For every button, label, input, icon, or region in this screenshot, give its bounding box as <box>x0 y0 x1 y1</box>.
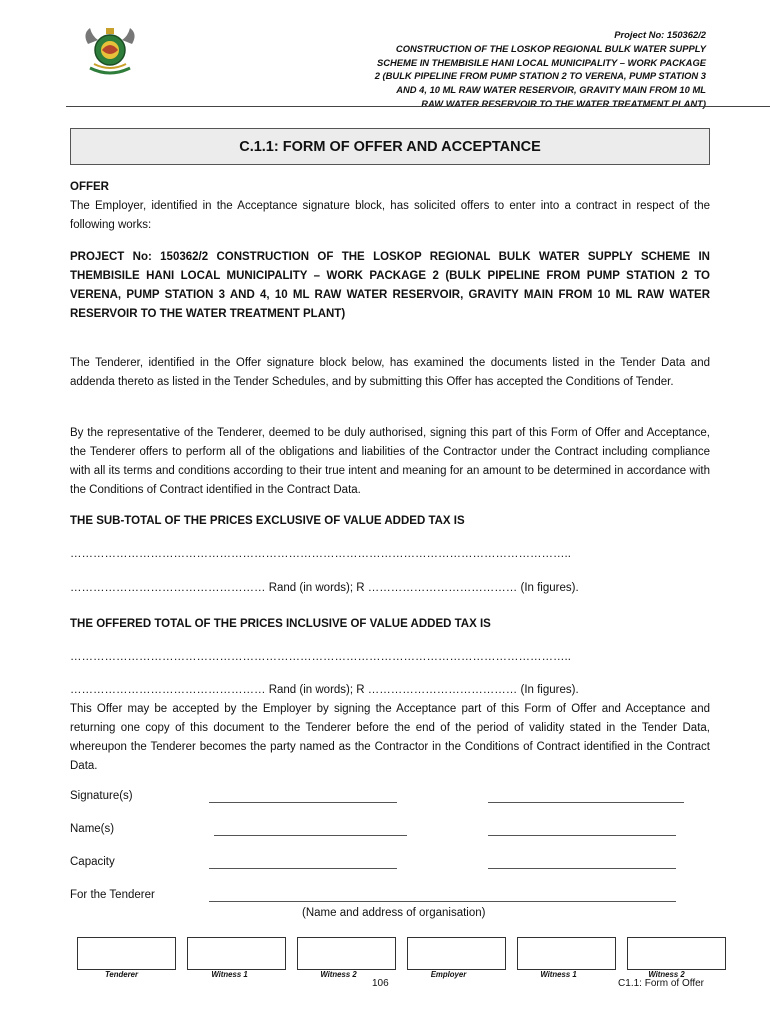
in-figures-label: (In figures). <box>520 582 579 594</box>
header-line: RAW WATER RESERVOIR TO THE WATER TREATMENT PLANT) <box>421 97 706 109</box>
total-rand-line <box>70 684 579 696</box>
tenderer-signature-field[interactable] <box>209 802 397 803</box>
page-number: 106 <box>372 978 389 989</box>
initial-box-witness-2[interactable] <box>297 937 396 970</box>
initial-box-employer-witness-2[interactable] <box>627 937 726 970</box>
organisation-field[interactable] <box>209 901 676 902</box>
capacity-label: Capacity <box>70 856 115 868</box>
footer-section: C1.1: Form of Offer <box>618 978 704 989</box>
document-header <box>326 28 706 111</box>
paragraph-acceptance: This Offer may be accepted by the Employer by signing the Acceptance part of this Form of Offer and Acceptance and returning one copy of this document to the Tenderer before the end of the period of validity stated in the Tender Data, whereupon the Tenderer becomes the party named as the Contractor in the Conditions of Contract identified in the Contract Data. <box>70 703 710 772</box>
offer-heading: OFFER <box>70 181 109 193</box>
rand-words-label: Rand (in words); R <box>268 684 365 696</box>
total-heading: THE OFFERED TOTAL OF THE PRICES INCLUSIVE OF VALUE ADDED TAX IS <box>70 618 491 630</box>
form-title: C.1.1: FORM OF OFFER AND ACCEPTANCE <box>70 128 710 165</box>
witness-signature-field[interactable] <box>488 802 684 803</box>
rand-words-blank[interactable]: …………………………………………… <box>70 582 266 594</box>
rand-figures-blank[interactable]: ………………………………… <box>367 684 518 696</box>
header-line: 2 (BULK PIPELINE FROM PUMP STATION 2 TO VERENA, PUMP STATION 3 <box>374 70 706 82</box>
rand-figures-blank[interactable]: ………………………………… <box>367 582 518 594</box>
header-project-no: Project No: 150362/2 <box>614 29 706 40</box>
tenderer-capacity-field[interactable] <box>209 868 397 869</box>
subtotal-heading: THE SUB-TOTAL OF THE PRICES EXCLUSIVE OF VALUE ADDED TAX IS <box>70 515 465 527</box>
offer-intro: The Employer, identified in the Acceptance signature block, has solicited offers to enter into a contract in respect of the following works: <box>70 200 710 231</box>
header-line: AND 4, 10 ML RAW WATER RESERVOIR, GRAVITY MAIN FROM 10 ML <box>396 84 706 96</box>
in-figures-label: (In figures). <box>520 684 579 696</box>
project-statement: PROJECT No: 150362/2 CONSTRUCTION OF THE LOSKOP REGIONAL BULK WATER SUPPLY SCHEME IN THEMBISILE HANI LOCAL MUNICIPALITY – WORK PACKAGE 2 (BULK PIPELINE FROM PUMP STATION 2 TO VERENA, PUMP STATION 3 AND 4, 10 ML RAW WATER RESERVOIR, GRAVITY MAIN FROM 10 ML RAW WATER RESERVOIR TO THE WATER TREATMENT PLANT) <box>70 251 710 320</box>
header-line: SCHEME IN THEMBISILE HANI LOCAL MUNICIPALITY – WORK PACKAGE <box>376 56 706 68</box>
initial-label: Witness 1 <box>211 970 248 979</box>
signature-label: Signature(s) <box>70 790 133 802</box>
header-line: CONSTRUCTION OF THE LOSKOP REGIONAL BULK WATER SUPPLY <box>395 42 706 54</box>
rand-words-blank[interactable]: …………………………………………… <box>70 684 266 696</box>
paragraph-tenderer-offers: By the representative of the Tenderer, deemed to be duly authorised, signing this part of this Form of Offer and Acceptance, the Tenderer offers to perform all of the obligations and liabilities of the Contractor under the Contract including compliance with all its terms and conditions according to their true intent and meaning for an amount to be determined in accordance with the Conditions of Contract identified in the Contract Data. <box>70 427 710 496</box>
total-words-line[interactable]: ………………………………………………………………………………………………………………….. <box>70 651 571 663</box>
tenderer-name-field[interactable] <box>214 835 407 836</box>
initial-label: Witness 1 <box>540 970 577 979</box>
municipal-crest-logo <box>78 22 142 80</box>
for-tenderer-label: For the Tenderer <box>70 889 155 901</box>
name-label: Name(s) <box>70 823 115 835</box>
organisation-caption: (Name and address of organisation) <box>302 907 486 919</box>
initial-box-witness-1[interactable] <box>187 937 286 970</box>
witness-name-field[interactable] <box>488 835 676 836</box>
initial-label: Witness 2 <box>320 970 357 979</box>
initial-box-employer-witness-1[interactable] <box>517 937 616 970</box>
initial-label: Tenderer <box>104 970 139 979</box>
offer-section <box>70 178 710 235</box>
paragraph-tenderer-examined: The Tenderer, identified in the Offer signature block below, has examined the documents listed in the Tender Data and addenda thereto as listed in the Tender Schedules, and by submitting this Offer has accepted the Conditions of Tender. <box>70 357 710 388</box>
rand-words-label: Rand (in words); R <box>268 582 365 594</box>
subtotal-words-line[interactable]: ………………………………………………………………………………………………………………….. <box>70 548 571 560</box>
header-divider <box>66 106 770 107</box>
subtotal-rand-line <box>70 582 579 594</box>
initial-box-employer[interactable] <box>407 937 506 970</box>
initial-label: Witness 2 <box>648 970 685 979</box>
witness-capacity-field[interactable] <box>488 868 676 869</box>
initial-box-tenderer[interactable] <box>77 937 176 970</box>
initial-label: Employer <box>430 970 467 979</box>
